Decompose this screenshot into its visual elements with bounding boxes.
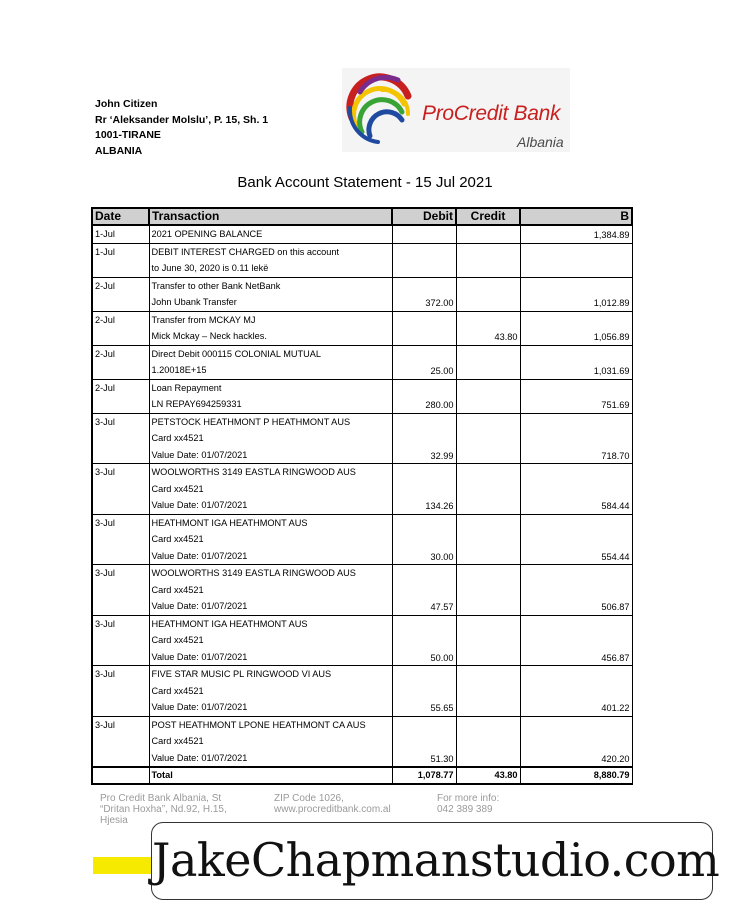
row-balance: 506.87 [520,565,632,616]
row-transaction [149,464,392,515]
row-credit [456,277,520,311]
footer-zip: ZIP Code 1026, www.procreditbank.com.al [274,793,391,815]
row-date: 2-Jul [92,311,149,345]
header-credit: Credit [456,208,520,225]
transaction-line: Value Date: 01/07/2021 [151,500,248,510]
customer-street: Rr ‘Aleksander Molslu’, P. 15, Sh. 1 [95,113,269,126]
footer-website-link[interactable]: www.procreditbank.com.al [274,804,391,815]
row-balance: 554.44 [520,514,632,565]
row-balance: 584.44 [520,464,632,515]
row-date: 3-Jul [92,716,149,767]
customer-city: 1001-TIRANE [95,129,161,141]
header-date: Date [92,208,149,225]
transaction-line: Loan Repayment [151,382,222,393]
table-row [92,379,632,413]
row-date: 1-Jul [92,243,149,277]
header-transaction: Transaction [149,208,392,225]
statement-title: Bank Account Statement - 15 Jul 2021 [237,174,493,191]
transaction-line: DEBIT INTEREST CHARGED on this account [151,246,340,257]
table-row [92,615,632,666]
row-debit: 55.65 [392,666,456,717]
row-credit [456,464,520,515]
row-credit: 43.80 [456,311,520,345]
transaction-line: Card xx4521 [151,736,204,746]
transaction-line: Transfer from MCKAY MJ [151,314,256,325]
row-debit: 280.00 [392,379,456,413]
row-debit: 50.00 [392,615,456,666]
row-transaction [149,345,392,379]
row-balance: 1,384.89 [520,225,632,243]
row-date: 1-Jul [92,225,149,243]
total-row [92,767,632,784]
table-row [92,464,632,515]
row-credit [456,379,520,413]
row-credit [456,514,520,565]
row-transaction [149,716,392,767]
transaction-line: WOOLWORTHS 3149 EASTLA RINGWOOD AUS [151,568,356,578]
transaction-line: Value Date: 01/07/2021 [151,702,248,712]
row-credit [456,615,520,666]
row-transaction [149,277,392,311]
table-row [92,345,632,379]
row-debit: 134.26 [392,464,456,515]
table-row [92,413,632,464]
row-balance: 718.70 [520,413,632,464]
total-balance: 8,880.79 [520,767,632,784]
footer-address: Pro Credit Bank Albania, St “Dritan Hoxha”, Nd.92, H.15, Hjesia [100,793,227,826]
table-row [92,243,632,277]
globe-icon [342,68,422,152]
row-debit [392,311,456,345]
table-row [92,225,632,243]
row-balance [520,243,632,277]
table-header-row [92,208,632,225]
watermark-text: JakeChapmanstudio.com [152,833,720,887]
transaction-line: Value Date: 01/07/2021 [151,651,248,662]
transaction-line: Card xx4521 [151,584,204,595]
transaction-rows [92,225,632,767]
table-row [92,514,632,565]
transaction-line: Mick Mckay – Neck hackles. [151,331,267,341]
total-label: Total [149,767,392,784]
row-debit: 51.30 [392,716,456,767]
transaction-line: FIVE STAR MUSIC PL RINGWOOD VI AUS [151,669,332,679]
yellow-accent-bar [93,857,157,874]
row-debit: 32.99 [392,413,456,464]
transaction-line: Value Date: 01/07/2021 [151,601,248,611]
row-date: 3-Jul [92,514,149,565]
row-transaction [149,311,392,345]
transaction-line: Value Date: 01/07/2021 [151,449,248,460]
row-balance: 1,031.69 [520,345,632,379]
row-date: 3-Jul [92,413,149,464]
row-balance: 1,056.89 [520,311,632,345]
row-balance: 456.87 [520,615,632,666]
row-debit [392,225,456,243]
statement-table [91,207,633,785]
table-row [92,565,632,616]
transaction-line: John Ubank Transfer [151,297,237,307]
row-debit: 372.00 [392,277,456,311]
statement-table-wrapper [91,207,630,785]
table-row [92,716,632,767]
total-credit: 43.80 [456,767,520,784]
transaction-line: PETSTOCK HEATHMONT P HEATHMONT AUS [151,416,351,427]
transaction-line: Card xx4521 [151,483,204,494]
row-transaction [149,514,392,565]
transaction-line: 2021 OPENING BALANCE [151,229,263,239]
row-transaction [149,565,392,616]
table-row [92,666,632,717]
row-transaction [149,379,392,413]
row-transaction [149,666,392,717]
customer-address [95,97,268,159]
row-date: 3-Jul [92,666,149,717]
row-debit: 47.57 [392,565,456,616]
transaction-line: 1.20018E+15 [151,365,207,375]
transaction-line: Card xx4521 [151,635,204,645]
transaction-line: LN REPAY694259331 [151,399,242,409]
row-date: 3-Jul [92,464,149,515]
header-balance: B [520,208,632,225]
transaction-line: POST HEATHMONT LPONE HEATHMONT CA AUS [151,719,366,730]
row-credit [456,716,520,767]
transaction-line: Card xx4521 [151,685,204,696]
row-credit [456,243,520,277]
row-transaction [149,615,392,666]
row-balance: 751.69 [520,379,632,413]
row-date: 2-Jul [92,277,149,311]
transaction-line: Card xx4521 [151,534,204,544]
row-balance: 401.22 [520,666,632,717]
transaction-line: HEATHMONT IGA HEATHMONT AUS [151,517,308,528]
watermark-banner [151,822,720,900]
transaction-line: to June 30, 2020 is 0.11 lekë [151,263,269,273]
transaction-line: WOOLWORTHS 3149 EASTLA RINGWOOD AUS [151,467,356,477]
customer-country: ALBANIA [95,144,143,157]
row-credit [456,413,520,464]
row-credit [456,345,520,379]
transaction-line: Value Date: 01/07/2021 [151,752,248,763]
table-row [92,277,632,311]
row-debit: 30.00 [392,514,456,565]
transaction-line: Value Date: 01/07/2021 [151,550,248,561]
transaction-line: Direct Debit 000115 COLONIAL MUTUAL [151,348,322,359]
row-balance: 1,012.89 [520,277,632,311]
row-debit [392,243,456,277]
row-debit: 25.00 [392,345,456,379]
footer-phone: 042 389 389 [437,804,493,815]
transaction-line: Transfer to other Bank NetBank [151,280,281,291]
footer-info: For more info: 042 389 389 [437,793,500,815]
transaction-line: Card xx4521 [151,433,204,443]
table-row [92,311,632,345]
row-transaction [149,243,392,277]
row-transaction [149,225,392,243]
bank-logo [342,68,570,152]
row-credit [456,565,520,616]
row-date: 3-Jul [92,615,149,666]
row-date: 2-Jul [92,345,149,379]
row-date: 3-Jul [92,565,149,616]
customer-name: John Citizen [95,98,158,110]
row-credit [456,225,520,243]
row-transaction [149,413,392,464]
bank-country: Albania [517,134,564,150]
row-date: 2-Jul [92,379,149,413]
total-debit: 1,078.77 [392,767,456,784]
row-balance: 420.20 [520,716,632,767]
row-credit [456,666,520,717]
header-debit: Debit [392,208,456,225]
bank-name: ProCredit Bank [422,102,561,125]
transaction-line: HEATHMONT IGA HEATHMONT AUS [151,618,308,629]
